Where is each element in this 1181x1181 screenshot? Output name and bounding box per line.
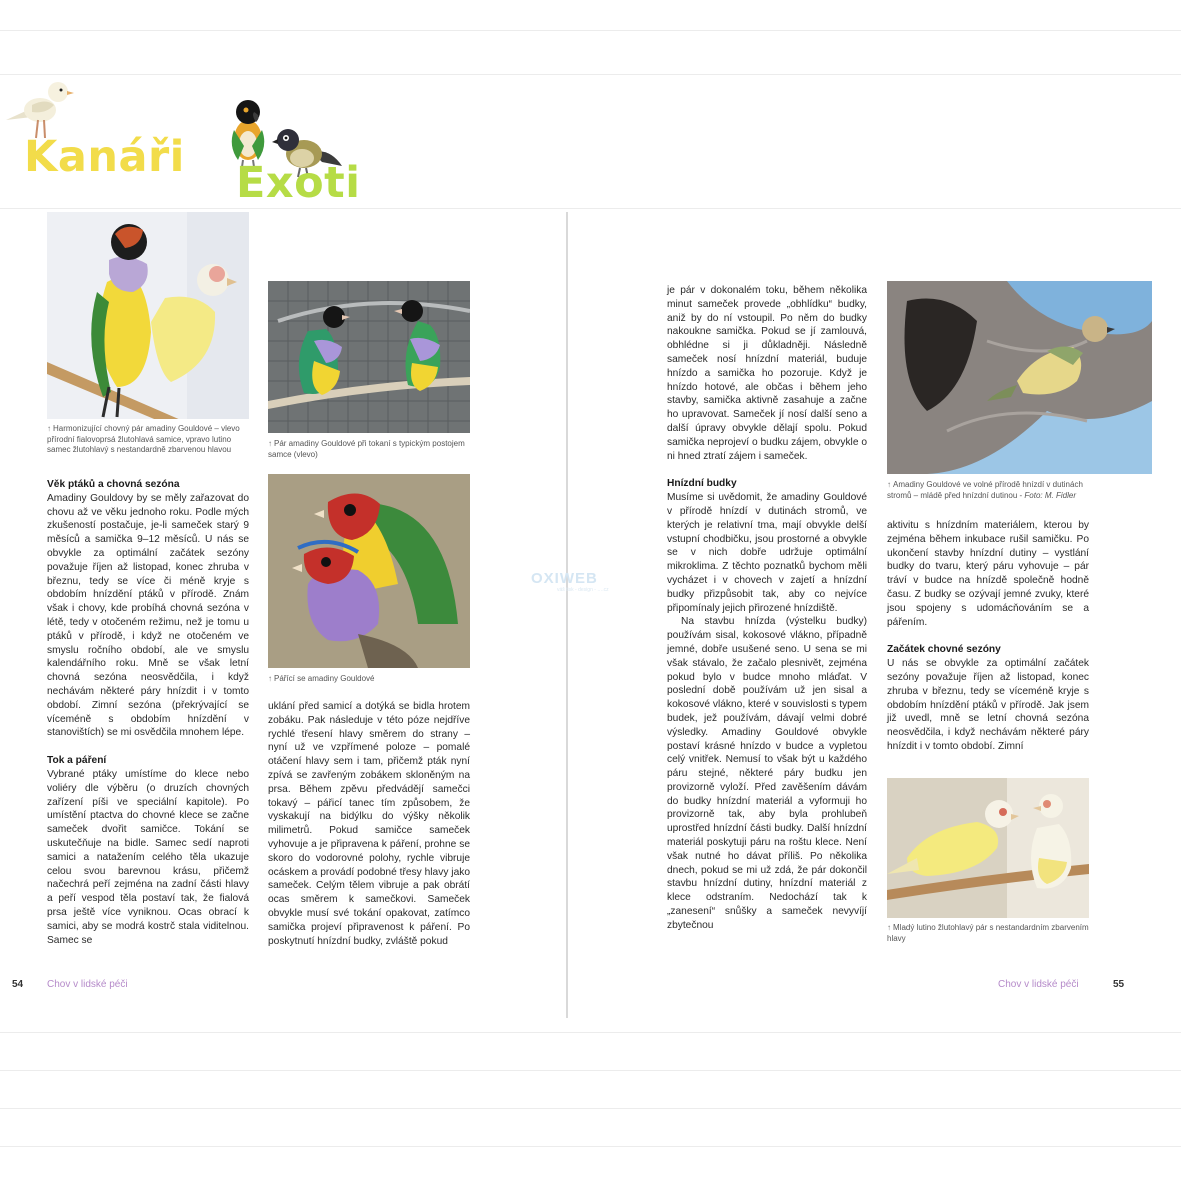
photo-tree-hollow-nest <box>887 281 1152 474</box>
paragraph: aktivitu s hnízdním materiálem, kterou by zejména během inkubace rušil samičku. Po ukončení stavby hnízdní dutiny – vystlání budky do tvaru, který páru vyhovuje – pár tráví v budce na hnízdě společně hodně času. Z budky se ozývají jemné zvuky, které jsou spojeny s udomácňováním se a pářením. <box>887 520 1089 628</box>
watermark-logo <box>531 570 609 593</box>
header-title-canaries: Kanáři <box>24 132 185 182</box>
ruled-line <box>0 1146 1181 1147</box>
arrow-up-icon: ↑ <box>887 480 891 489</box>
caption-photo-4: ↑ Amadiny Gouldové ve volné přírodě hnízdí v dutinách stromů – mládě před hnízdní dutinou - Foto: M. Fidler <box>887 480 1083 500</box>
caption-text: Mladý lutino žlutohlavý pár s nestandardním zbarvením hlavy <box>887 923 1089 943</box>
caption-photo-5 <box>887 923 1089 944</box>
page-gutter <box>566 212 568 1018</box>
caption-text: Harmonizující chovný pár amadiny Gouldové – vlevo přírodní fialovoprsá žlutohlavá samice, vpravo lutino samec žlutohlavý s nestandardně zbarvenou hlavou <box>47 424 240 454</box>
arrow-up-icon: ↑ <box>268 674 272 683</box>
running-head-right: Chov v lidské péči <box>998 979 1079 990</box>
paragraph: Vybrané ptáky umístíme do klece nebo voliéry dle výběru (o druzích chovných zařízení píši ve speciální kapitole). Po umístění ptactva do chovné klece se začne sameček dvořit samičce. Tokání se uskutečňuje na bidle. Samec sedí naproti samici a natažením celého těla ukazuje celou svou barevnou krásu, přičemž načechrá peří zejména na zadní části hlavy a peří vespod těla postaví tak, že fialová prsa ještě více vyniknou. Ocas obrací k samici, aby se modrá kostrč stala viditelnou. Samec se <box>47 768 249 946</box>
watermark-text: OXIWEB <box>531 570 598 587</box>
page-number-right: 55 <box>1113 979 1125 990</box>
photo-credit: Foto: M. Fidler <box>1024 490 1076 500</box>
paragraph: je pár v dokonalém toku, během několika minut sameček provede „obhlídku“ budky, aniž by do ní vstoupil. Po něm do budky nakoukne samička. Pokud se jí zamlouvá, obhlédne si ji důkladněji. Následně sameček nosí hnízdní materiál, buduje hnízdo a samička ho pozoruje. Když je hnízdo hotové, ale občas i během jeho stavby, samička aktivně zasahuje a začne ho upravovat. Sameček jí nosí další seno a další úpravy obvykle dělají spolu. Pokud samička neprojeví o budku zájem, obvykle o ni hned ztratí zájem i sameček. <box>667 285 867 462</box>
photo-lutino-pair <box>887 778 1089 918</box>
ruled-line <box>0 74 1181 75</box>
section-heading: Začátek chovné sezóny <box>887 644 1001 656</box>
text-column-2 <box>268 700 470 948</box>
arrow-up-icon: ↑ <box>268 439 272 448</box>
text-column-1 <box>47 478 249 947</box>
header-title-exotics: Exoti <box>236 158 361 208</box>
ruled-line <box>0 208 1181 209</box>
running-head-left: Chov v lidské péči <box>47 979 128 990</box>
photo-gould-pair-harmonizing <box>47 212 249 419</box>
text-column-4 <box>887 519 1089 754</box>
paragraph: uklání před samicí a dotýká se bidla hrotem zobáku. Pak následuje v této póze nejdříve rychlé třesení hlavy směrem do strany – nyní už ve vzpřímené poloze – pomalé otáčení hlavy sem i tam, přičemž pták nyní zpívá se zavřeným zobákem skloněným na prsa. Během zpěvu předvádějí samečci tokavý – pářicí tanec tím způsobem, že vyskakují na bidýlku do výšky několik milimetrů. Pokud samičce sameček vyhovuje a je připravena k páření, prohne se skoro do vodorovné polohy, rychle vibruje ocáskem a provádí podobné třesy hlavy jako sameček. Celým tělem vibruje a pak obrátí ocas směrem k samečkovi. Sameček obvykle musí své tokání opakovat, zatímco samička projeví připravenost k páření. Po poskytnutí hnízdní budky, zvláště pokud <box>268 701 470 947</box>
caption-text: Pár amadiny Gouldové při tokaní s typickým postojem samce (vlevo) <box>268 439 465 459</box>
text-column-3 <box>667 284 867 933</box>
photo-gould-pair-courtship <box>268 281 470 433</box>
page-number-left: 54 <box>12 979 24 990</box>
paragraph: Musíme si uvědomit, že amadiny Gouldové v přírodě hnízdí v dutinách stromů, ve kterých je relativní tma, mají obvykle delší vstupní chodbičku, jsou prostorné a obvykle se v nich dobře udržuje optimální mikroklima. Z těchto poznatků bychom měli vycházet i v chovech v zajetí a hnízdní budky přizpůsobit tak, aby co nejvíce připomínaly jejich přirozené hnízdiště. <box>667 492 867 614</box>
section-heading: Věk ptáků a chovná sezóna <box>47 479 180 490</box>
caption-photo-1 <box>47 424 249 456</box>
paragraph: Na stavbu hnízda (výstelku budky) používám sisal, kokosové vlákno, případně jemné, dobře usušené seno. U sena se mi však stávalo, že začalo plesnivět, zejména pokud bylo v budce mnoho mláďat. V poslední době používám už jen sisal a kokosové vlákno, které v souvislosti s typem budek, jež používám, dávají velmi dobré výsledky. Amadiny Gouldové obvykle postaví krásné hnízdo v budce a vypletou celý vnitřek. Nemusí to však být u každého páru stejné, některé páry budku jen provizorně vyloží. Před zavěšením dávám do budky hnízdní materiál a vyformuji ho provizorně tak, aby byla prohlubeň uprostřed hnízdní části budky. Další hnízdní materiál poskytuji páru na roštu klece. Není však nutné ho dávat příliš. Po několika dnech, pokud se mi už zdá, že pár dokončil stavbu hnízdní dutiny, hnízdní materiál z klece odstraním. Nedochází tak k „zanesení“ snůšky a sameček nevyvíjí zbytečnou <box>667 616 867 931</box>
caption-text: Amadiny Gouldové ve volné přírodě hnízdí v dutinách stromů – mládě před hnízdní dutinou <box>887 480 1083 500</box>
paragraph: Amadiny Gouldovy by se měly zařazovat do chovu až ve věku jednoho roku. Podle mých zkušeností postačuje, je-li sameček starý 9 měsíců a samička 9–12 měsíců. U nás se obvykle za optimální začátek sezóny považuje říjen až listopad, konec zhruba v březnu, tedy se více či méně kryje s obdobím hnízdění ptáků v přírodě. Znám však i chovy, kde probíhá chovná sezóna v létě, tedy v otočeném režimu, než je tomu u ptáků v přírodě, i když ne otočeném ve smyslu ročního období, ale ve smyslu kalendářního roku. Mně se však letní chovná sezóna neosvědčila, i když nechávám některé páry hnízdit i v tomto období. Zimní sezóna (překrývající se víceméně s obdobím hnízdění v stanovištích) se mi osvědčila mnohem lépe. <box>47 492 249 739</box>
photo-gould-mating <box>268 474 470 668</box>
ruled-line <box>0 1108 1181 1109</box>
ruled-line <box>0 1032 1181 1033</box>
caption-photo-3 <box>268 674 470 685</box>
arrow-up-icon: ↑ <box>47 424 51 433</box>
ruled-line <box>0 30 1181 31</box>
section-heading: Tok a páření <box>47 755 107 767</box>
ruled-line <box>0 1070 1181 1071</box>
watermark-tagline: váš tisk - design - ….cz <box>557 587 609 593</box>
arrow-up-icon: ↑ <box>887 923 891 932</box>
paragraph: U nás se obvykle za optimální začátek sezóny považuje říjen až listopad, konec zhruba v březnu, tedy se víceméně kryje s obdobím hnízdění ptáků v přírodě. Jak jsem již uvedl, mně se letní chovná sezóna neosvědčila, i když nechávám některé páry hnízdit i v tomto období. Zimní <box>887 658 1089 752</box>
caption-photo-2 <box>268 439 470 460</box>
section-heading: Hnízdní budky <box>667 478 737 490</box>
caption-text: Pářící se amadiny Gouldové <box>274 674 375 683</box>
